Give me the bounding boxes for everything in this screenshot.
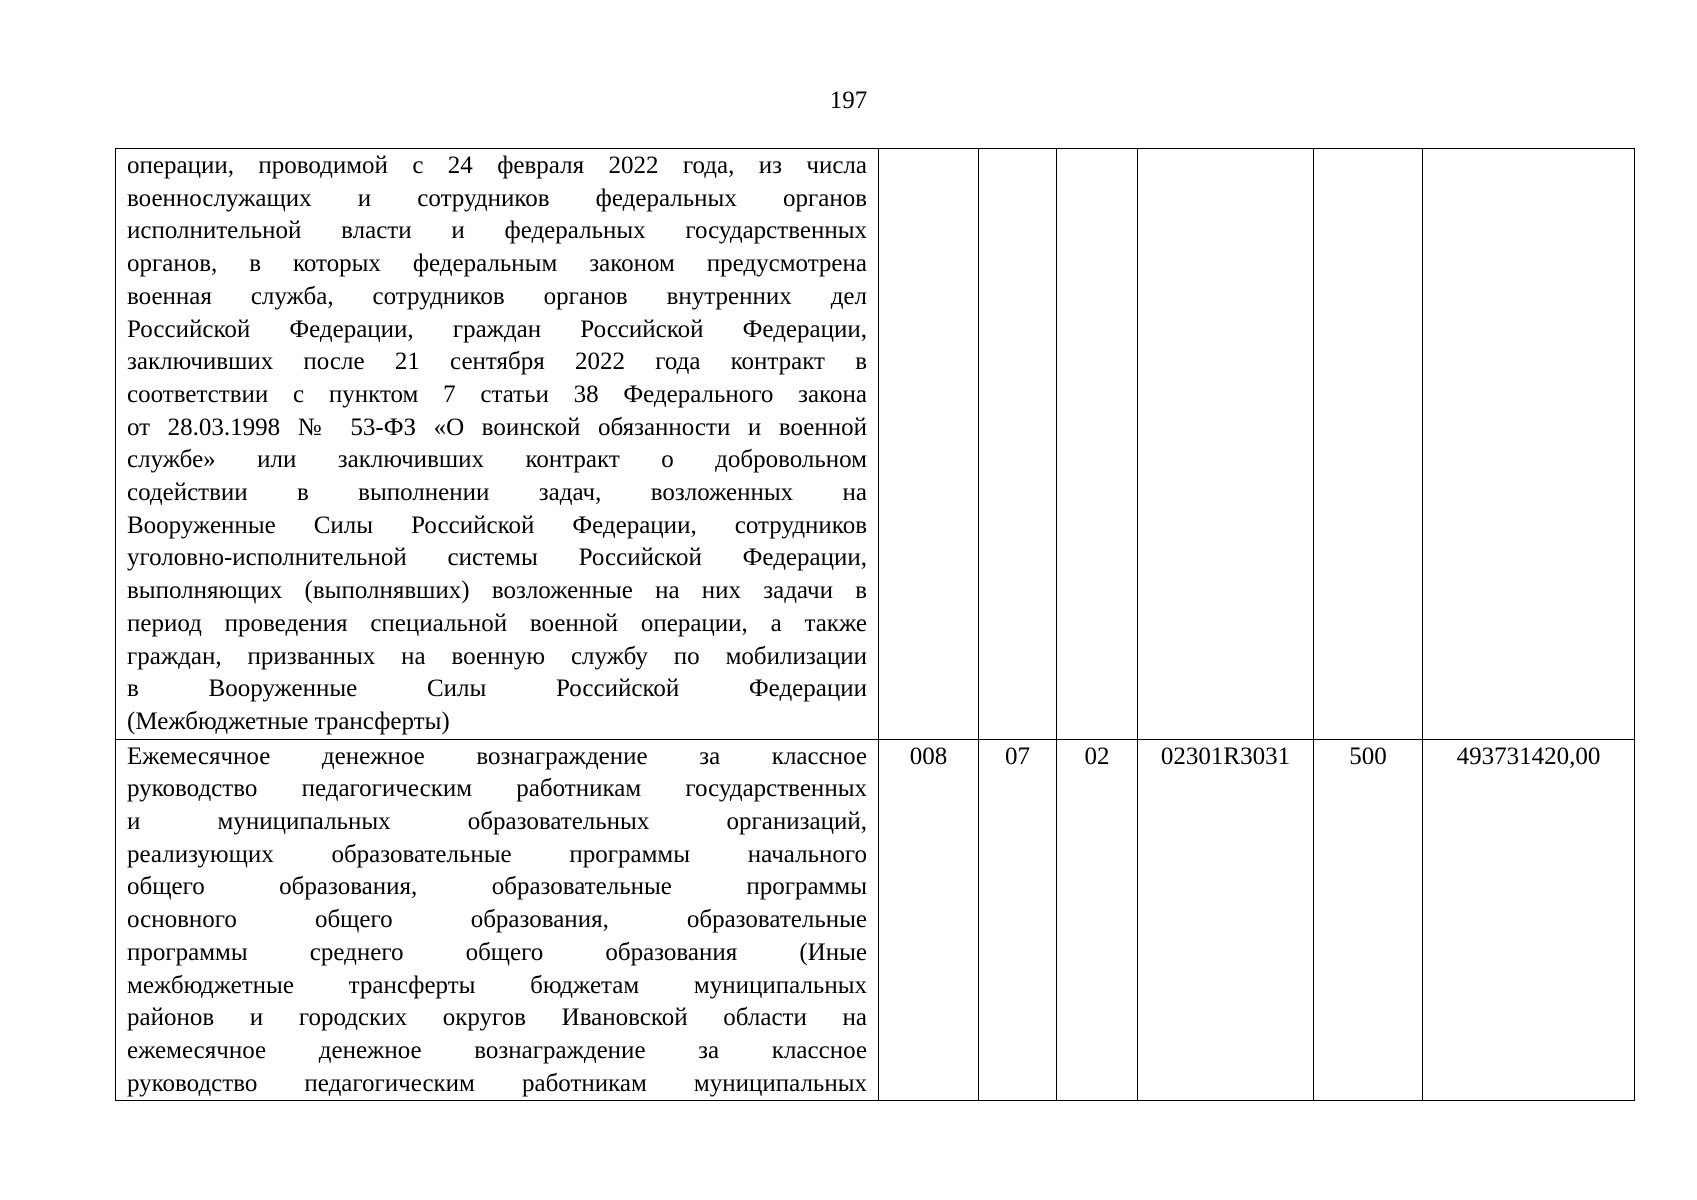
description-line: соответствии с пунктом 7 статьи 38 Федерального закона [127,380,867,408]
expense-type-code: 500 [1314,739,1423,1101]
row-description [116,149,879,740]
description-line: содействии в выполнении задач, возложенных на [127,479,867,507]
page-number: 197 [829,87,868,114]
description-line: военнослужащих и сотрудников федеральных органов [127,184,867,212]
description-line: общего образования, образовательные программы [127,873,867,901]
description-line: Ежемесячное денежное вознаграждение за классное [127,742,867,770]
description-line: реализующих образовательные программы начального [127,840,867,868]
row-description [116,739,879,1101]
subsection-code: 02 [1057,739,1138,1101]
description-line: операции, проводимой с 24 февраля 2022 года, из числа [127,152,867,179]
description-line: период проведения специальной военной операции, а также [127,609,867,637]
description-line: и муниципальных образовательных организаций, [127,808,867,836]
description-line: органов, в которых федеральным законом предусмотрена [127,250,867,278]
ministry-code [879,149,979,740]
subsection-code [1057,149,1138,740]
description-line: руководство педагогическим работникам государственных [127,775,867,803]
description-line: военная служба, сотрудников органов внутренних дел [127,282,867,310]
target-article-code [1138,149,1314,740]
target-article-code: 02301R3031 [1138,739,1314,1101]
description-line: уголовно-исполнительной системы Российской Федерации, [127,544,867,572]
description-line: руководство педагогическим работникам муниципальных [127,1069,867,1097]
section-code [979,149,1057,740]
description-text [127,150,867,739]
budget-table [115,148,1635,1101]
description-line: основного общего образования, образовательные [127,906,867,934]
amount [1423,149,1635,740]
description-line: программы среднего общего образования (Иные [127,938,867,966]
description-line: заключивших после 21 сентября 2022 года контракт в [127,348,867,376]
table-row [116,149,1635,740]
amount: 493731420,00 [1423,739,1635,1101]
ministry-code: 008 [879,739,979,1101]
description-line: межбюджетные трансферты бюджетам муниципальных [127,971,867,999]
description-line: выполняющих (выполнявших) возложенные на них задачи в [127,577,867,605]
expense-type-code [1314,149,1423,740]
description-line: в Вооруженные Силы Российской Федерации [127,675,867,703]
description-text [127,741,867,1101]
table-row [116,739,1635,1101]
description-line: Вооруженные Силы Российской Федерации, сотрудников [127,511,867,539]
description-line: районов и городских округов Ивановской области на [127,1004,867,1032]
description-line: ежемесячное денежное вознаграждение за классное [127,1036,867,1064]
description-line: граждан, призванных на военную службу по мобилизации [127,642,867,670]
description-line: (Межбюджетные трансферты) [127,707,450,735]
section-code: 07 [979,739,1057,1101]
description-line: Российской Федерации, граждан Российской Федерации, [127,315,867,343]
description-line: от 28.03.1998 № 53-ФЗ «О воинской обязанности и военной [127,413,867,441]
description-line: исполнительной власти и федеральных государственных [127,217,867,245]
description-line: службе» или заключивших контракт о добровольном [127,446,867,474]
